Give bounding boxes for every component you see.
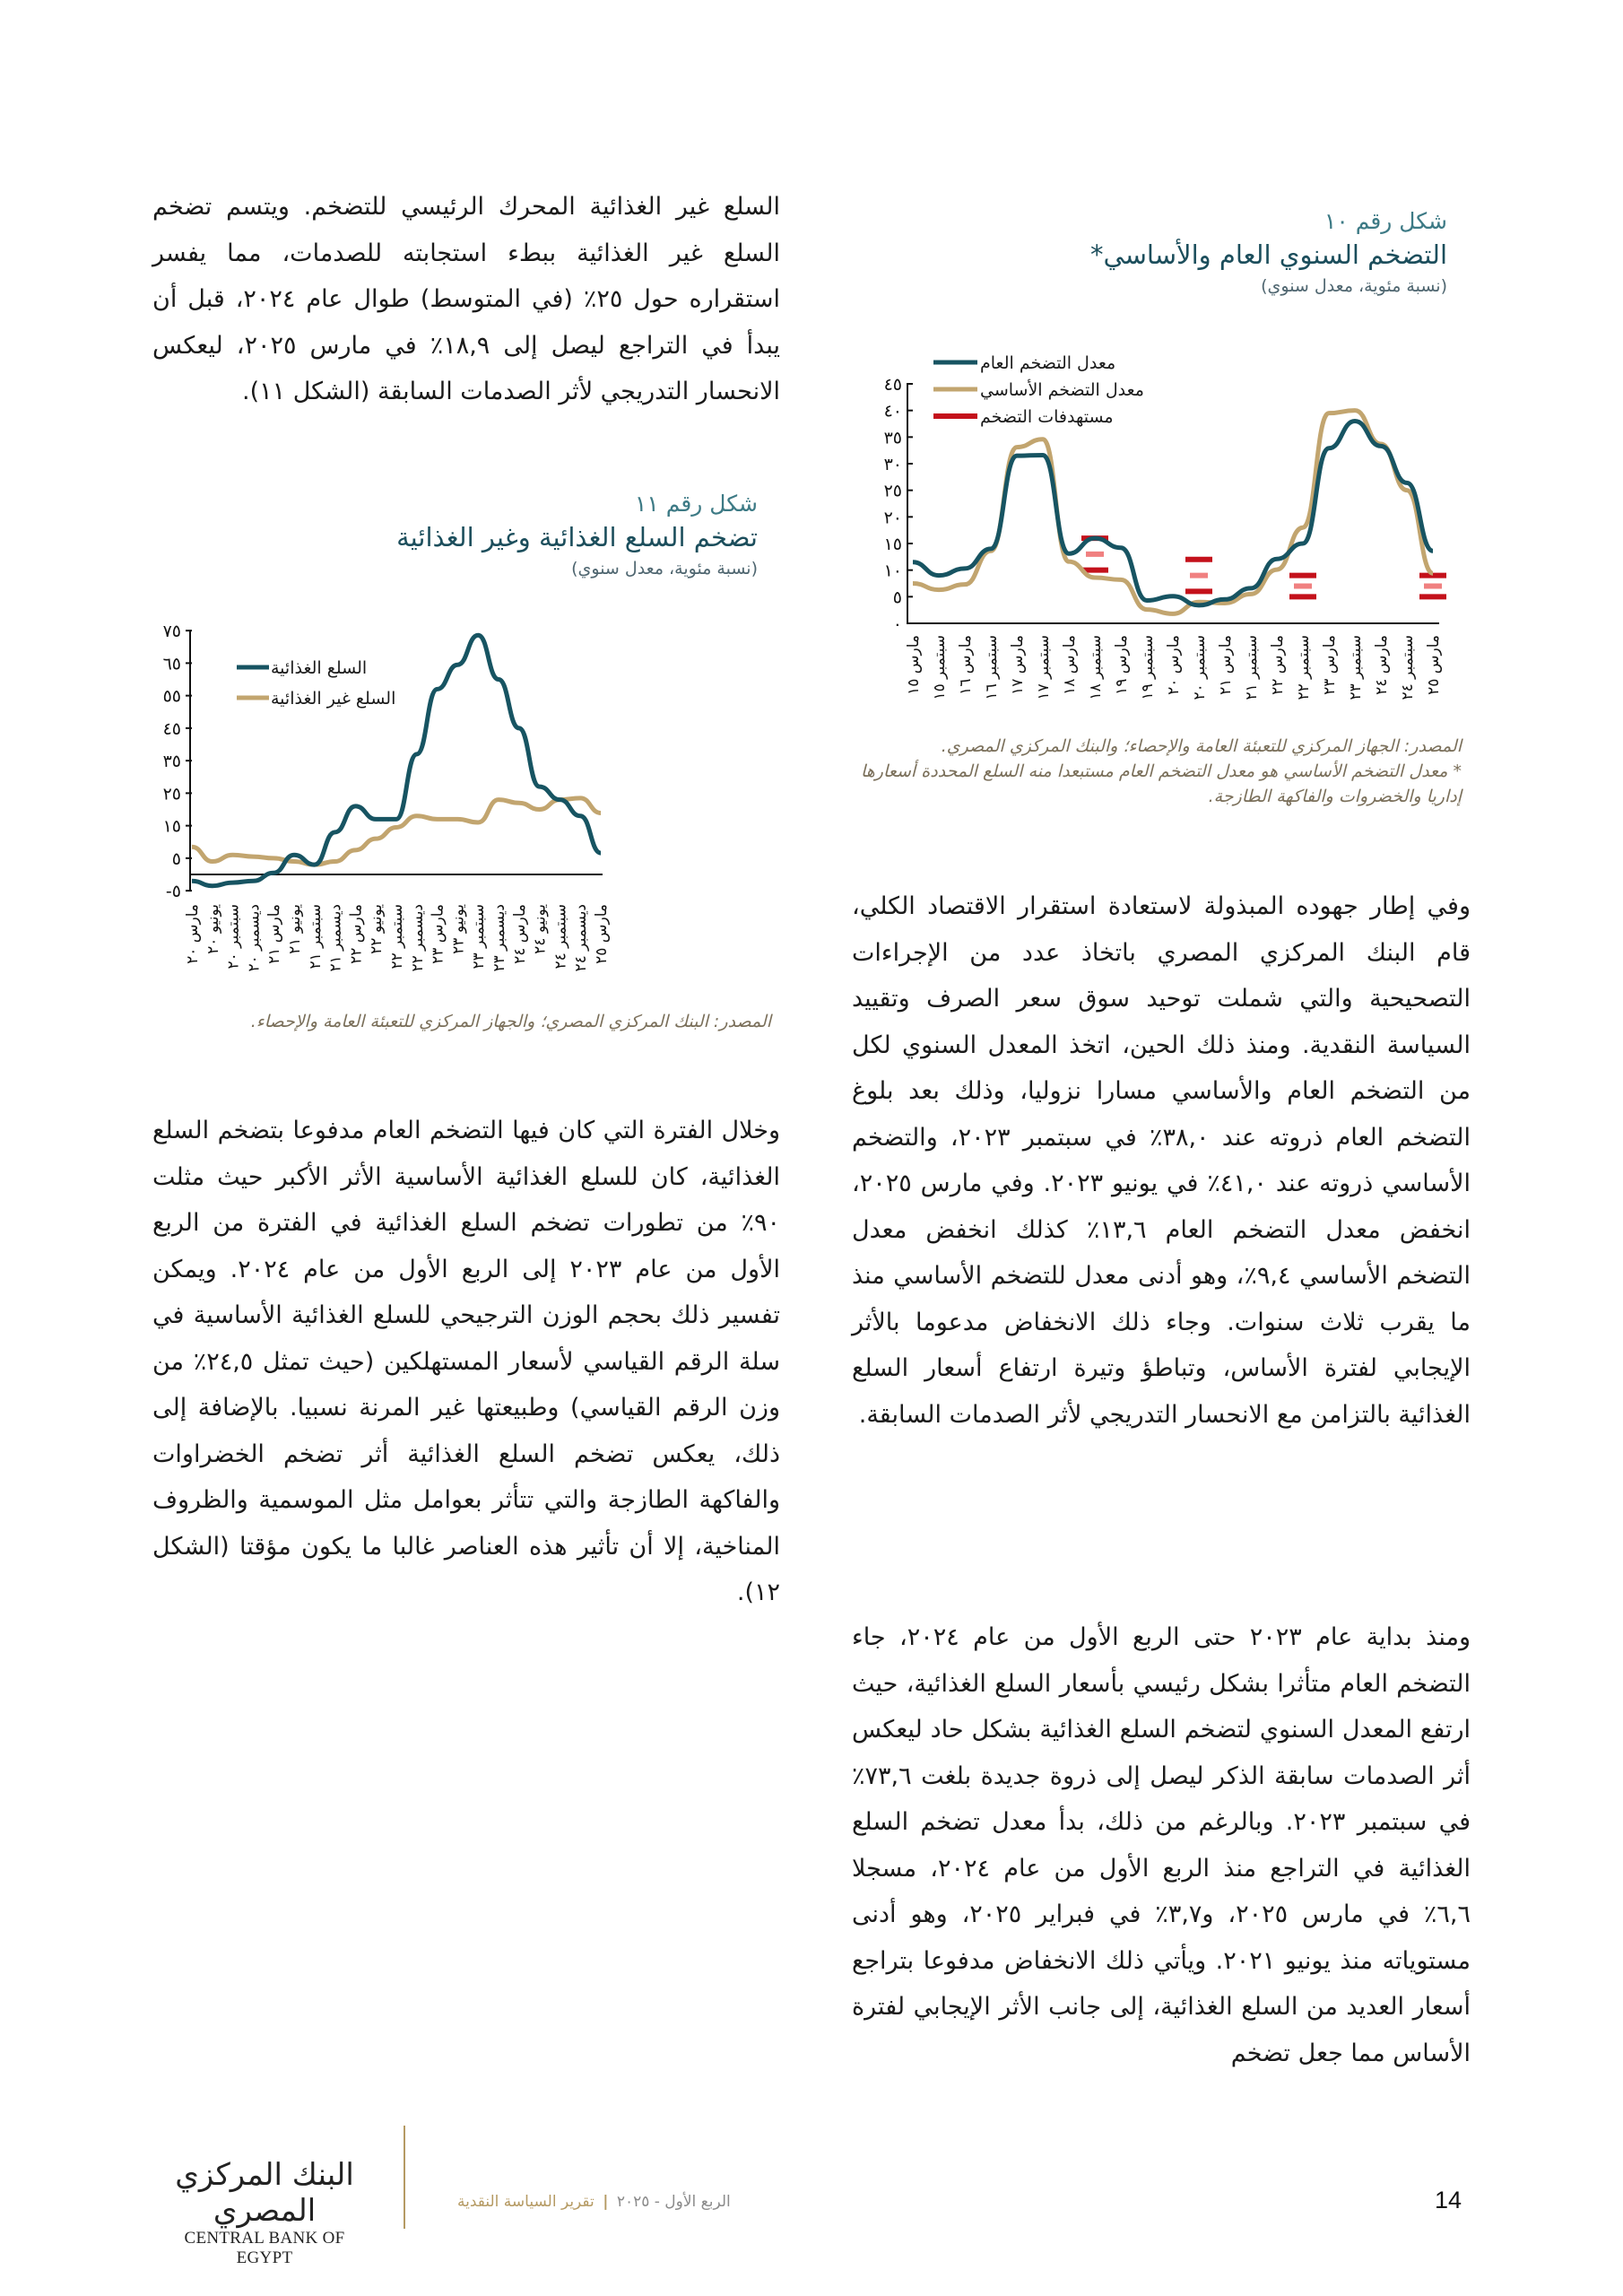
figure-11-chart [143, 610, 771, 1004]
svg-text:سبتمبر ٢٠: سبتمبر ٢٠ [224, 904, 243, 970]
legend-nonfood: السلع غير الغذائية [271, 689, 396, 709]
logo-arabic: البنك المركزي المصري [175, 2157, 354, 2229]
svg-text:ديسمبر ٢٤: ديسمبر ٢٤ [572, 904, 591, 972]
svg-text:مارس ٢٢: مارس ٢٢ [347, 904, 366, 964]
right-body-2 [852, 1614, 1471, 2076]
legend-targets: مستهدفات التضخم [980, 407, 1114, 427]
svg-text:٠: ٠ [892, 614, 902, 634]
logo-english: CENTRAL BANK OF EGYPT [184, 2229, 345, 2267]
svg-text:مارس ٢٥: مارس ٢٥ [1425, 635, 1443, 695]
svg-text:سبتمبر ١٧: سبتمبر ١٧ [1035, 635, 1053, 700]
svg-text:مارس ١٧: مارس ١٧ [1009, 635, 1027, 695]
svg-text:مارس ٢١: مارس ٢١ [1217, 635, 1235, 695]
body-paragraph: وخلال الفترة التي كان فيها التضخم العام مدفوعا بتضخم السلع الغذائية، كان للسلع الغذائية الأساسية الأثر الأكبر حيث مثلت ٩٠٪ من تطورات تضخم السلع الغذائية في الفترة من الربع الأول من عام ٢٠٢٣ إلى الربع الأول من عام ٢٠٢٤. ويمكن تفسير ذلك بحجم الوزن الترجيحي للسلع الغذائية الأساسية في سلة الرقم القياسي لأسعار المستهلكين (حيث تمثل ٢٤,٥٪ من وزن الرقم القياسي) وطبيعتها غير المرنة نسبيا. بالإضافة إلى ذلك، يعكس تضخم السلع الغذائية أثر تضخم الخضراوات والفاكهة الطازجة والتي تتأثر بعوامل مثل الموسمية والظروف المناخية، إلا أن تأثير هذه العناصر غالبا ما يكون مؤقتا (الشكل ١٢). [152, 1117, 780, 1606]
y-axis-ticks [884, 375, 913, 634]
svg-text:٥٥: ٥٥ [162, 686, 181, 707]
svg-text:ديسمبر ٢٣: ديسمبر ٢٣ [490, 904, 508, 972]
food-inflation-line [192, 635, 601, 885]
legend [237, 658, 395, 709]
figure-10-svg [843, 350, 1453, 726]
footer-divider [404, 2126, 405, 2229]
svg-text:سبتمبر ٢٣: سبتمبر ٢٣ [470, 904, 489, 970]
page-number: 14 [1435, 2187, 1462, 2213]
figure-11-source: المصدر: البنك المركزي المصري؛ والجهاز المركزي للتعبئة العامة والإحصاء. [250, 1012, 771, 1031]
svg-text:مارس ٢٣: مارس ٢٣ [1321, 635, 1339, 695]
figure-11-notes [152, 1009, 771, 1034]
svg-text:٣٠: ٣٠ [883, 455, 902, 474]
svg-text:سبتمبر ٢٢: سبتمبر ٢٢ [388, 904, 406, 970]
body-paragraph: ومنذ بداية عام ٢٠٢٣ حتى الربع الأول من عام ٢٠٢٤، جاء التضخم العام متأثرا بشكل رئيسي بأسعار السلع الغذائية، حيث ارتفع المعدل السنوي لتضخم السلع الغذائية بشكل حاد ليعكس أثر الصدمات سابقة الذكر ليصل إلى ذروة جديدة بلغت ٧٣,٦٪ في سبتمبر ٢٠٢٣. وبالرغم من ذلك، بدأ معدل تضخم السلع الغذائية في التراجع منذ الربع الأول من عام ٢٠٢٤، مسجلا ٦,٦٪ في مارس ٢٠٢٥، و٣,٧٪ في فبراير ٢٠٢٥، وهو أدنى مستوياته منذ يونيو ٢٠٢١. ويأتي ذلك الانخفاض مدفوعا بتراجع أسعار العديد من السلع الغذائية، إلى جانب الأثر الإيجابي لفترة الأساس مما جعل تضخم [852, 1623, 1471, 2067]
footer-report-name: تقرير السياسة النقدية [457, 2193, 595, 2211]
svg-text:٦٥: ٦٥ [162, 654, 181, 674]
figure-10-source: المصدر: الجهاز المركزي للتعبئة العامة والإحصاء؛ والبنك المركزي المصري. [941, 736, 1462, 756]
figure-11-svg [143, 610, 771, 1004]
svg-text:ديسمبر ٢٠: ديسمبر ٢٠ [245, 904, 264, 972]
figure-number: شكل رقم ١١ [634, 491, 758, 517]
left-body-0 [152, 184, 780, 415]
svg-text:ديسمبر ٢١: ديسمبر ٢١ [326, 904, 345, 972]
svg-text:مارس ٢٤: مارس ٢٤ [510, 904, 529, 964]
svg-text:مارس ١٥: مارس ١٥ [905, 635, 923, 695]
svg-text:٥: ٥ [171, 848, 181, 869]
svg-text:٤٠: ٤٠ [883, 401, 902, 422]
svg-text:سبتمبر ٢٢: سبتمبر ٢٢ [1295, 635, 1313, 700]
svg-text:سبتمبر ٢٣: سبتمبر ٢٣ [1347, 635, 1365, 700]
svg-text:مارس ١٩: مارس ١٩ [1113, 635, 1131, 695]
figure-11-header [161, 489, 758, 582]
svg-text:سبتمبر ١٦: سبتمبر ١٦ [983, 635, 1001, 700]
svg-text:مارس ١٨: مارس ١٨ [1061, 635, 1079, 695]
svg-text:٢٠: ٢٠ [883, 508, 902, 528]
figure-10-notes [861, 734, 1462, 809]
figure-10-footnote: * معدل التضخم الأساسي هو معدل التضخم العام مستبعدا منه السلع المحددة أسعارها إداريا والخضروات والفاكهة الطازجة. [861, 761, 1462, 806]
svg-text:٣٥: ٣٥ [162, 752, 181, 772]
svg-text:٢٥: ٢٥ [162, 784, 181, 804]
headline-inflation-line [913, 422, 1433, 605]
body-paragraph: السلع غير الغذائية المحرك الرئيسي للتضخم. ويتسم تضخم السلع غير الغذائية ببطء استجابته للصدمات، مما يفسر استقراره حول ٢٥٪ (في المتوسط) طوال عام ٢٠٢٤، قبل أن يبدأ في التراجع ليصل إلى ١٨,٩٪ في مارس ٢٠٢٥، ليعكس الانحسار التدريجي لأثر الصدمات السابقة (الشكل ١١). [152, 193, 780, 405]
cbe-logo [166, 2157, 363, 2268]
svg-text:سبتمبر ٢٠: سبتمبر ٢٠ [1191, 635, 1209, 700]
figure-unit: (نسبة مئوية، معدل سنوي) [571, 559, 758, 578]
svg-text:سبتمبر ١٥: سبتمبر ١٥ [931, 635, 949, 700]
svg-text:مارس ٢٠: مارس ٢٠ [1165, 635, 1183, 695]
body-paragraph: وفي إطار جهوده المبذولة لاستعادة استقرار الاقتصاد الكلي، قام البنك المركزي المصري باتخاذ عدد من الإجراءات التصحيحية والتي شملت توحيد سوق سعر الصرف وتقييد السياسة النقدية. ومنذ ذلك الحين، اتخذ المعدل السنوي لكل من التضخم العام والأساسي مسارا نزوليا، وذلك بعد بلوغ التضخم العام ذروته عند ٣٨,٠٪ في سبتمبر ٢٠٢٣، والتضخم الأساسي ذروته عند ٤١,٠٪ في يونيو ٢٠٢٣. وفي مارس ٢٠٢٥، انخفض معدل التضخم العام ١٣,٦٪ كذلك انخفض معدل التضخم الأساسي ٩,٤٪، وهو أدنى معدل للتضخم الأساسي منذ ما يقرب ثلاث سنوات. وجاء ذلك الانخفاض مدعوما بالأثر الإيجابي لفترة الأساس، وتباطؤ وتيرة ارتفاع أسعار السلع الغذائية بالتزامن مع الانحسار التدريجي لأثر الصدمات السابقة. [852, 892, 1471, 1429]
svg-text:سبتمبر ٢١: سبتمبر ٢١ [1243, 635, 1261, 700]
svg-text:يونيو ٢٢: يونيو ٢٢ [368, 904, 386, 954]
svg-text:٥: ٥ [892, 587, 902, 608]
y-axis-ticks [163, 622, 192, 901]
legend-core: معدل التضخم الأساسي [980, 380, 1144, 400]
right-column [843, 206, 1453, 300]
svg-text:ديسمبر ٢٢: ديسمبر ٢٢ [408, 904, 427, 972]
svg-text:مارس ٢٢: مارس ٢٢ [1269, 635, 1287, 695]
legend-food: السلع الغذائية [271, 658, 368, 678]
figure-number: شكل رقم ١٠ [1324, 208, 1447, 234]
figure-title: تضخم السلع الغذائية وغير الغذائية [396, 522, 758, 552]
svg-text:مارس ٢٣: مارس ٢٣ [429, 904, 447, 964]
figure-10-chart [843, 350, 1453, 726]
figure-10-header [843, 206, 1453, 300]
figure-title: التضخم السنوي العام والأساسي* [1089, 239, 1447, 270]
svg-text:سبتمبر ١٩: سبتمبر ١٩ [1139, 635, 1157, 700]
svg-text:يونيو ٢٠: يونيو ٢٠ [204, 904, 222, 954]
legend [933, 353, 1144, 427]
svg-text:١٥: ١٥ [883, 535, 902, 554]
svg-text:٣٥: ٣٥ [883, 428, 902, 448]
x-axis-labels [184, 904, 611, 972]
svg-text:سبتمبر ٢٤: سبتمبر ٢٤ [551, 904, 570, 970]
svg-text:يونيو ٢٣: يونيو ٢٣ [449, 904, 468, 954]
svg-text:سبتمبر ٢١: سبتمبر ٢١ [306, 904, 325, 970]
svg-text:-٥: -٥ [165, 882, 181, 902]
x-axis-labels [905, 635, 1443, 700]
svg-text:يونيو ٢١: يونيو ٢١ [286, 904, 304, 954]
svg-text:يونيو ٢٤: يونيو ٢٤ [531, 904, 550, 954]
core-inflation-line [913, 411, 1433, 614]
svg-text:مارس ٢٥: مارس ٢٥ [593, 904, 611, 964]
svg-text:٤٥: ٤٥ [883, 375, 902, 395]
svg-text:مارس ١٦: مارس ١٦ [957, 635, 975, 695]
svg-text:سبتمبر ١٨: سبتمبر ١٨ [1087, 635, 1105, 700]
svg-text:٢٥: ٢٥ [883, 481, 902, 501]
svg-text:١٥: ١٥ [162, 816, 181, 837]
left-body-1 [152, 1108, 780, 1616]
svg-text:سبتمبر ٢٤: سبتمبر ٢٤ [1399, 635, 1417, 700]
nonfood-inflation-line [192, 798, 601, 865]
svg-text:مارس ٢٠: مارس ٢٠ [184, 904, 202, 964]
footer-separator: | [603, 2193, 609, 2211]
svg-text:مارس ٢٤: مارس ٢٤ [1373, 635, 1391, 695]
svg-text:١٠: ١٠ [883, 561, 902, 581]
right-body-1 [852, 883, 1471, 1438]
svg-text:مارس ٢١: مارس ٢١ [265, 904, 284, 964]
legend-headline: معدل التضخم العام [980, 353, 1116, 373]
figure-unit: (نسبة مئوية، معدل سنوي) [1261, 276, 1447, 296]
svg-text:٤٥: ٤٥ [162, 718, 181, 739]
footer-report-label [457, 2193, 731, 2211]
footer-period: الربع الأول - ٢٠٢٥ [616, 2193, 731, 2211]
svg-text:٧٥: ٧٥ [162, 622, 181, 642]
